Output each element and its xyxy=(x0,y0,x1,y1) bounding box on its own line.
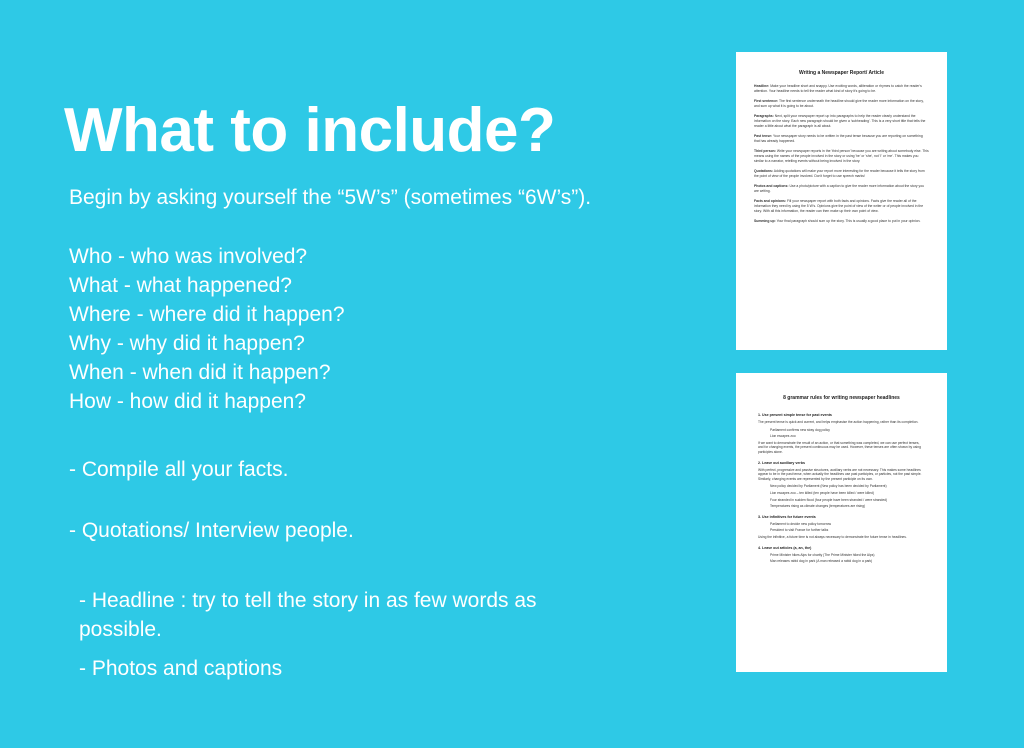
doc1-section: First sentence: The first sentence underneath the headline should give the reader more information on the story, and sum up what it is going to be about. xyxy=(754,99,924,108)
question-who: Who - who was involved? xyxy=(69,245,308,268)
doc1-section: Facts and opinions: Fill your newspaper report with both facts and opinions. Facts give the reader all of the information they need by using the 5 W's. Opinions give the point of view of the writer or of people involved in the story. With all this information, the reader can then make up their own point of view. xyxy=(754,199,924,213)
question-where: Where - where did it happen? xyxy=(69,303,345,326)
doc1-section: Headline: Make your headline short and snappy. Use exciting words, alliteration or rhymes to catch the reader's attention. Your headline needs to tell the reader what kind of story it's going to be. xyxy=(754,84,922,93)
point-quotations: - Quotations/ Interview people. xyxy=(69,519,354,542)
headline-grammar-rules-document xyxy=(736,373,947,672)
rule-example: New policy decided by Parliament (New policy has been decided by Parliament) xyxy=(770,484,887,489)
point-compile-facts: - Compile all your facts. xyxy=(69,458,289,481)
question-why: Why - why did it happen? xyxy=(69,332,305,355)
rule-example: Parliament confirms new stray dog policy xyxy=(770,427,830,432)
doc1-title: Writing a Newspaper Report/ Article xyxy=(798,70,885,76)
doc1-section: Summing up: Your final paragraph should sum up the story. This is usually a good place to put in your opinion. xyxy=(754,219,921,223)
point-photos-captions: - Photos and captions xyxy=(79,657,283,680)
rule-example: Lion escapes zoo xyxy=(770,434,796,439)
slide-title: What to include? xyxy=(64,96,556,165)
doc1-section: Quotations: Adding quotations will make your report more interesting for the reader because it tells the story from the point of view of the people involved. Don't forget to use speech marks! xyxy=(754,169,925,178)
rule-text: If we want to demonstrate the result of an action, or that something was completed, we can use perfect tenses, and for changing events, the present continuous may be used. However, these tenses are often shown by using participles alone. xyxy=(758,440,921,454)
rule-example: President to visit France for further talks xyxy=(770,528,829,533)
doc1-section: Photos and captions: Use a photo/picture with a caption to give the reader more information about the story you are writing. xyxy=(754,184,925,193)
intro-text: Begin by asking yourself the “5W’s” (sometimes “6W’s”). xyxy=(69,186,592,209)
rule-heading: 2. Leave out auxiliary verbs xyxy=(758,460,805,465)
doc1-section: Paragraphs: Next, split your newspaper report up into paragraphs to help the reader clearly understand the information on the story. Each new paragraph should be given a 'subheading'. This is a very short title that tells the reader a little about what the paragraph is all about. xyxy=(754,114,926,128)
question-list xyxy=(69,242,345,416)
rule-example: Lion escapes zoo – ten killed (ten people have been killed / were killed) xyxy=(770,490,874,495)
rule-example: Temperatures rising as climate changes (temperatures are rising) xyxy=(770,504,866,509)
doc1-section: Past tense: Your newspaper story needs to be written in the past tense because you are reporting on something that has already happened. xyxy=(754,134,923,143)
rule-example: Prime Minister hikes Alps for charity (The Prime Minister hiked the Alps) xyxy=(770,552,875,557)
rule-example: Man releases rabid dog in park (A man released a rabid dog in a park) xyxy=(770,559,873,564)
doc2-title: 8 grammar rules for writing newspaper headlines xyxy=(783,395,900,401)
rule-heading: 1. Use present simple tense for past events xyxy=(758,413,832,417)
rule-example: Four stranded in sudden flood (four people have been stranded / were stranded) xyxy=(770,497,888,502)
rule-text: The present tense is quick and current, and helps emphasise the action happening, rather than its completion. xyxy=(758,420,919,424)
doc1-section: Third person: Write your newspaper reports in the 'third person' because you are writing about somebody else. This means using the names of the people involved in the story or using 'he' or 'she', not 'I' or 'me'. This makes you similar to a narrator, retelling events without being involved in the story. xyxy=(754,149,929,163)
newspaper-report-guide-document xyxy=(736,52,947,350)
rule-heading: 3. Use infinitives for future events xyxy=(758,514,816,519)
question-how: How - how did it happen? xyxy=(69,390,306,413)
rule-text: With perfect, progressive and passive structures, auxiliary verbs are not necessary. This makes some headlines appear to be in the past tense, when actually the headlines use past participles, or particles, not the past simple. Similarly, changing events are represented by the present participle on its own. xyxy=(758,467,922,481)
question-when: When - when did it happen? xyxy=(69,361,331,384)
point-headline: - Headline : try to tell the story in as few words as possible. xyxy=(79,589,537,641)
question-what: What - what happened? xyxy=(69,274,292,297)
rule-heading: 4. Leave out articles (a, an, the) xyxy=(758,545,812,550)
rule-example: Parliament to decide new policy tomorrow xyxy=(770,521,832,526)
rule-text: Using the infinitive, a future time is not always necessary to demonstrate the future tense in headlines. xyxy=(758,534,907,539)
